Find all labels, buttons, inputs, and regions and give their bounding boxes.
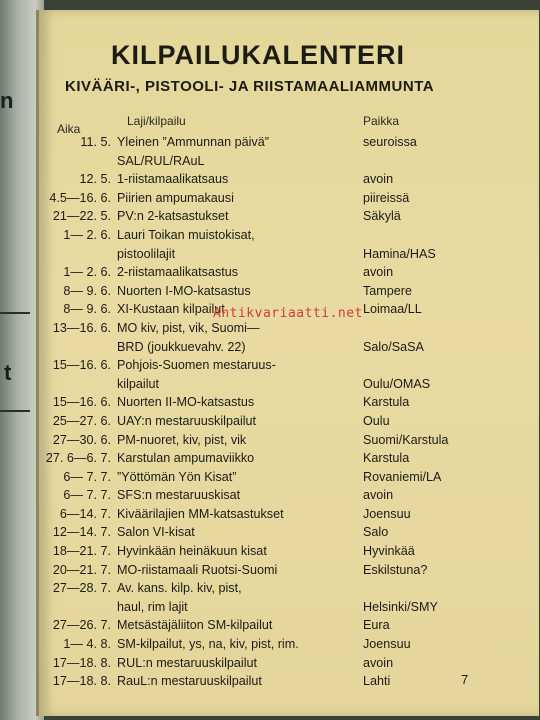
row-event: pistoolilajit	[117, 246, 176, 261]
row-place: Suomi/Karstula	[363, 432, 449, 447]
row-date: 18—21. 7.	[52, 544, 111, 559]
row-date: 6—14. 7.	[59, 506, 111, 521]
row-date: 17—18. 8.	[52, 655, 111, 670]
table-row	[39, 580, 539, 599]
row-date: 25—27. 6.	[52, 413, 111, 428]
row-event: RauL:n mestaruuskilpailut	[117, 674, 262, 689]
row-date: 6— 7. 7.	[63, 469, 111, 484]
row-event: Salon VI-kisat	[117, 525, 195, 540]
table-row	[39, 636, 539, 655]
table-row	[39, 413, 539, 432]
row-date: 11. 5.	[80, 135, 111, 149]
row-event: haul, rim lajit	[117, 599, 188, 614]
row-place: avoin	[363, 655, 394, 670]
row-place: Hamina/HAS	[363, 246, 436, 261]
row-event: SAL/RUL/RAuL	[117, 153, 205, 168]
row-date: 15—16. 6.	[52, 395, 111, 410]
row-place: Tampere	[363, 283, 412, 298]
table-row	[39, 506, 539, 525]
row-event: ”Yöttömän Yön Kisat”	[117, 469, 237, 484]
left-page-rule	[0, 312, 30, 314]
row-event: BRD (joukkuevahv. 22)	[117, 339, 246, 354]
table-row	[39, 543, 539, 562]
row-date: 27—26. 7.	[52, 618, 111, 633]
event-list	[39, 134, 539, 692]
table-row	[39, 599, 539, 618]
row-event: Hyvinkään heinäkuun kisat	[117, 544, 267, 559]
row-event: kilpailut	[117, 376, 159, 391]
row-event: SFS:n mestaruuskisat	[117, 488, 241, 503]
table-row	[39, 487, 539, 506]
table-row	[39, 134, 539, 153]
row-place: avoin	[363, 172, 394, 187]
row-event: RUL:n mestaruuskilpailut	[117, 655, 257, 670]
row-event: Nuorten II-MO-katsastus	[117, 395, 255, 410]
table-row	[39, 376, 539, 395]
table-row	[39, 153, 539, 172]
row-event: SM-kilpailut, ys, na, kiv, pist, rim.	[117, 637, 299, 652]
header-laji: Laji/kilpailu	[127, 114, 186, 128]
row-date: 6— 7. 7.	[63, 488, 111, 503]
table-row	[39, 450, 539, 469]
table-row	[39, 246, 539, 265]
row-date: 21—22. 5.	[52, 209, 111, 224]
row-place: Säkylä	[363, 209, 401, 224]
row-event: Nuorten I-MO-katsastus	[117, 283, 251, 298]
row-event: XI-Kustaan kilpailut	[117, 302, 225, 317]
row-event: Pohjois-Suomen mestaruus-	[117, 358, 276, 373]
row-date: 27. 6—6. 7.	[45, 451, 111, 466]
table-row	[39, 469, 539, 488]
row-event: UAY:n mestaruuskilpailut	[117, 413, 257, 428]
left-page-fragment: t	[4, 360, 12, 385]
row-place: Loimaa/LL	[363, 302, 422, 317]
table-row	[39, 283, 539, 302]
column-headers	[39, 114, 539, 134]
row-date: 20—21. 7.	[52, 562, 111, 577]
row-event: Av. kans. kilp. kiv, pist,	[117, 581, 242, 596]
row-event: MO kiv, pist, vik, Suomi—	[117, 320, 260, 335]
row-date: 27—28. 7.	[52, 581, 111, 596]
row-event: MO-riistamaali Ruotsi-Suomi	[117, 562, 278, 577]
row-date: 1— 2. 6.	[63, 265, 111, 280]
page-subtitle: KIVÄÄRI-, PISTOOLI- JA RIISTAMAALIAMMUNTA	[65, 78, 435, 95]
table-row	[39, 320, 539, 339]
row-place: Oulu/OMAS	[363, 376, 431, 391]
row-event: Karstulan ampumaviikko	[117, 451, 255, 466]
row-event: Lauri Toikan muistokisat,	[117, 227, 255, 242]
row-event: Piirien ampumakausi	[117, 190, 234, 205]
row-place: Lahti	[363, 674, 391, 689]
table-row	[39, 227, 539, 246]
row-place: Hyvinkää	[363, 544, 415, 559]
catalog-page	[36, 10, 539, 716]
table-row	[39, 394, 539, 413]
row-place: avoin	[363, 488, 394, 503]
row-date: 15—16. 6.	[52, 358, 111, 373]
table-row	[39, 617, 539, 636]
table-row	[39, 208, 539, 227]
row-place: seuroissa	[363, 135, 417, 149]
table-row	[39, 357, 539, 376]
row-event: PM-nuoret, kiv, pist, vik	[117, 432, 247, 447]
table-row	[39, 562, 539, 581]
row-place: Joensuu	[363, 506, 411, 521]
row-event: PV:n 2-katsastukset	[117, 209, 229, 224]
watermark: Antikvariaatti.net	[213, 306, 363, 321]
row-date: 4.5—16. 6.	[49, 190, 111, 205]
row-place: piireissä	[363, 190, 410, 205]
row-date: 27—30. 6.	[52, 432, 111, 447]
row-event: Metsästäjäliiton SM-kilpailut	[117, 618, 273, 633]
page-number: 7	[461, 672, 469, 687]
row-date: 13—16. 6.	[52, 320, 111, 335]
row-date: 1— 2. 6.	[63, 227, 111, 242]
row-event: 2-riistamaalikatsastus	[117, 265, 239, 280]
row-place: Eura	[363, 618, 390, 633]
row-date: 1— 4. 8.	[63, 637, 111, 652]
table-row	[39, 264, 539, 283]
row-event: Kiväärilajien MM-katsastukset	[117, 506, 284, 521]
table-row	[39, 432, 539, 451]
left-page-fragment: n	[0, 88, 14, 113]
table-row	[39, 339, 539, 358]
row-place: Joensuu	[363, 637, 411, 652]
row-event: Yleinen ”Ammunnan päivä”	[117, 135, 269, 149]
row-date: 17—18. 8.	[52, 674, 111, 689]
table-row	[39, 171, 539, 190]
row-place: Salo	[363, 525, 389, 540]
left-page-rule	[0, 410, 30, 412]
row-place: Oulu	[363, 413, 390, 428]
row-date: 8— 9. 6.	[63, 283, 111, 298]
header-aika: Aika	[57, 122, 81, 136]
row-place: Eskilstuna?	[363, 562, 428, 577]
table-row	[39, 655, 539, 674]
row-place: Salo/SaSA	[363, 339, 424, 354]
header-paikka: Paikka	[363, 114, 400, 128]
row-date: 8— 9. 6.	[63, 302, 111, 317]
row-date: 12—14. 7.	[52, 525, 111, 540]
row-place: Helsinki/SMY	[363, 599, 438, 614]
row-place: Karstula	[363, 395, 410, 410]
row-place: avoin	[363, 265, 394, 280]
table-row	[39, 524, 539, 543]
row-date: 12. 5.	[79, 172, 111, 187]
row-event: 1-riistamaalikatsaus	[117, 172, 229, 187]
row-place: Karstula	[363, 451, 410, 466]
table-row	[39, 190, 539, 209]
page-title: KILPAILUKALENTERI	[111, 40, 405, 70]
row-place: Rovaniemi/LA	[363, 469, 442, 484]
